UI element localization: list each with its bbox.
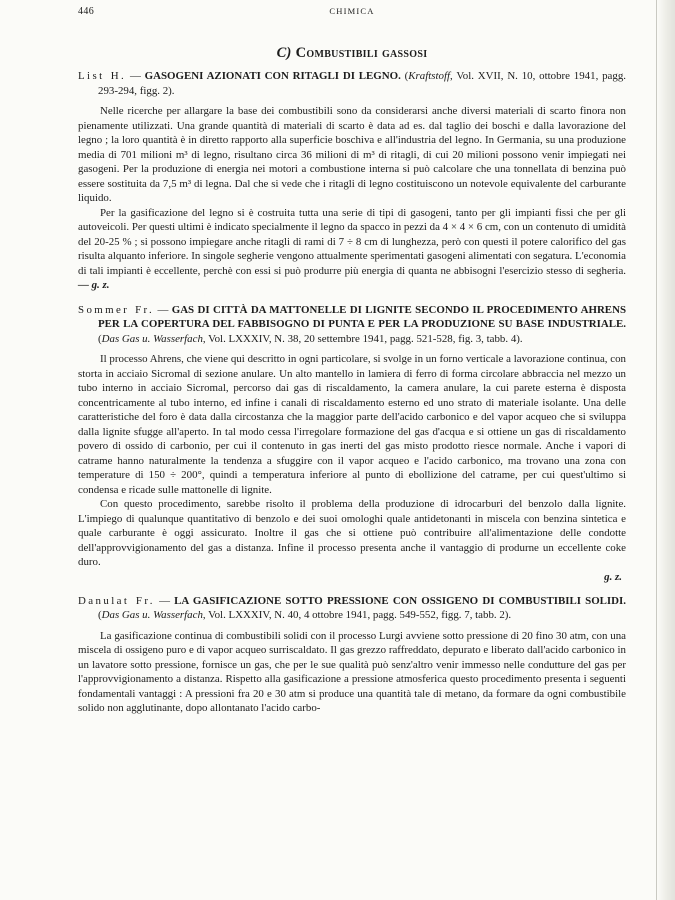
page-edge (656, 0, 675, 900)
citation-details: , Vol. XVII, N. 10, ottobre 1941, pagg. 293-294, figg. 2). (98, 70, 626, 97)
author-name: List H. (78, 70, 127, 82)
journal-name: Das Gas u. Wasserfach (101, 609, 203, 621)
section-letter: C) (276, 45, 292, 61)
citation-dash: — (154, 594, 175, 607)
abstract-paragraph (78, 206, 626, 293)
abstract-entry-danulat (78, 594, 626, 716)
section-title-text: Combustibili gassosi (295, 45, 428, 61)
citation-details: , Vol. LXXXIV, N. 38, 20 settembre 1941, pagg. 521-528, fig. 3, tabb. 4). (202, 332, 523, 345)
reviewer-signature: — g. z. (78, 279, 110, 291)
citation-dash: — (126, 70, 145, 82)
citation: Sommer Fr. — GAS DI CITTÀ DA MATTONELLE DI LIGNITE SECONDO IL PROCEDIMENTO AHRENS PER LA COPERTURA DEL FABBISOGNO DI PUNTA E PER LA PRODUZIONE SU BASE INDUSTRIALE. (Das Gas u. Wasserfach, Vol. LXXXIV, N. 38, 20 settembre 1941, pagg. 521-528, fig. 3, tabb. 4). (78, 303, 626, 345)
page-number: 446 (78, 6, 95, 17)
abstract-paragraph: La gasificazione continua di combustibili solidi con il processo Lurgi avviene sotto pressione di 20 fino 30 atm, con una miscela di ossigeno puro e di vapor acqueo surriscaldato. Il gas grezzo raffreddato, depurato e liberato dall'acido carbonico in un lavatore sotto pressione, fornisce un gas, che per le sue qualità può senz'altro venir immesso nelle condutture del gas per l'approvvigionamento a distanza. Rispetto alla gasificazione a pressione atmosferica questo procedimento presenta i seguenti fondamentali vantaggi : A pressioni fra 20 e 30 atm si produce una quantità tale di metano, da formare da ogni combustibile solido non agglutinante, dopo allontanato l'acido carbo- (78, 629, 626, 714)
running-head: CHIMICA (329, 6, 375, 16)
article-title: LA GASIFICAZIONE SOTTO PRESSIONE CON OSSIGENO DI COMBUSTIBILI SOLIDI. (174, 594, 626, 607)
abstract-entry-list (78, 69, 626, 293)
author-name: Danulat Fr. (78, 594, 155, 607)
abstract-entry-sommer (78, 303, 626, 584)
journal-name: Kraftstoff (408, 70, 451, 82)
citation-dash: — (154, 303, 172, 316)
journal-name: Das Gas u. Wasserfach (101, 332, 203, 345)
citation: List H. — GASOGENI AZIONATI CON RITAGLI DI LEGNO. (Kraftstoff, Vol. XVII, N. 10, ottobre 1941, pagg. 293-294, figg. 2). (78, 70, 626, 97)
paragraph-text: Per la gasificazione del legno si è costruita tutta una serie di tipi di gasogeni, tanto per gli impianti fissi che per gli autoveicoli. Per questi ultimi è indicato specialmente il legno da spacco in pezzi da 4 × 4 × 6 cm, con un contenuto di umidità del 20-25 % ; si possono impiegare anche ritagli di rami di 7 ÷ 8 cm di lunghezza, però con questi il potere calorifico del gas risulta alquanto inferiore. In singole segherie vengono attualmente sperimentati gasogeni alimentati con segatura. L'economia di tali impianti è eccellente, perchè con essi si può produrre più energia di quanta ne abbisogni l'esercizio stesso di segheria. (78, 206, 626, 277)
section-title (78, 44, 626, 62)
article-title: GAS DI CITTÀ DA MATTONELLE DI LIGNITE SECONDO IL PROCEDIMENTO AHRENS PER LA COPERTURA DEL FABBISOGNO DI PUNTA E PER LA PRODUZIONE SU BASE INDUSTRIALE. (98, 303, 626, 330)
reviewer-signature: g. z. (604, 570, 622, 583)
page-content (78, 44, 626, 726)
citation-details: , Vol. LXXXIV, N. 40, 4 ottobre 1941, pagg. 549-552, figg. 7, tabb. 2). (202, 609, 512, 621)
article-title: GASOGENI AZIONATI CON RITAGLI DI LEGNO. (144, 70, 401, 82)
abstract-paragraph: Nelle ricerche per allargare la base dei combustibili sono da considerarsi anche diversi materiali di scarto finora non pienamente utilizzati. Una grande quantità di materiali di scarto è data ad es. dal taglio dei boschi e dalla lavorazione del legno ; la loro quantità è in diretto rapporto alla superficie boschiva e all'industria del legno. In Germania, su una produzione media di 701 milioni m³ di legno, risultano circa 36 milioni di m³ di ritagli, di cui 20 milioni possono venir impiegati nei gasogeni. Per la produzione di energia nei motori a combustione interna si può calcolare che una tonnellata di benzina può essere sostituita da 7,5 m³ di legna. Dal che si vede che i ritagli di legno costituiscono un notevole equivalente del carburante liquido. (78, 105, 626, 204)
page-header (78, 6, 626, 22)
abstract-paragraph: Con questo procedimento, sarebbe risolto il problema della produzione di idrocarburi del benzolo dalla lignite. L'impiego di qualunque quantitativo di benzolo e dei suoi omologhi quale antidetonanti in miscela con benzina sintetica e quale carburante è oggi assicurato. Inoltre il gas che si ottiene può contribuire all'alimentazione delle condotte dell'approvvigionamento del gas a distanza. Infine il processo presenta anche il vantaggio di produrne un eccellente coke duro. (78, 498, 626, 568)
author-name: Sommer Fr. (78, 303, 155, 316)
abstract-paragraph: Il processo Ahrens, che viene qui descritto in ogni particolare, si svolge in un forno verticale a lavorazione continua, con storta in acciaio Sicromal di sezione anulare. Un alto mantello in lamiera di ferro di forma circolare abbraccia nel mezzo un tubo interno in acciaio Sicromal, percorso dai gas di riscaldamento, la camera anulare, la cui parete esterna è disposta concentricamente al tubo interno, ed infine i canali di riscaldamento esterno ed uno strato di materiale isolante. Una delle caratteristiche del foro è data dalla circostanza che la maggior parte dell'acido carbonico e del vapor acqueo che si sviluppa dalla lignite sfugge all'aperto. In tal modo cessa l'irregolare formazione del gas d'acqua e si ottiene un gas di riscaldamento povero di ossido di carbonio, per cui il contenuto in gas inerti del gas misto prodotto riesce normale. Anche i vapori di catrame hanno naturalmente la tendenza a sfuggire con il vapor acqueo e l'acido carbonico, ma trovano una zona con temperature di 150 ÷ 200°, quindi a temperatura inferiore al punto di ebollizione del catrame, per cui quest'ultimo si condensa e ricade sulle mattonelle di lignite. (78, 353, 626, 496)
reviewer-signature-line (78, 570, 626, 584)
citation: Danulat Fr. — LA GASIFICAZIONE SOTTO PRESSIONE CON OSSIGENO DI COMBUSTIBILI SOLIDI. (Das Gas u. Wasserfach, Vol. LXXXIV, N. 40, 4 ottobre 1941, pagg. 549-552, figg. 7, tabb. 2). (78, 594, 626, 621)
